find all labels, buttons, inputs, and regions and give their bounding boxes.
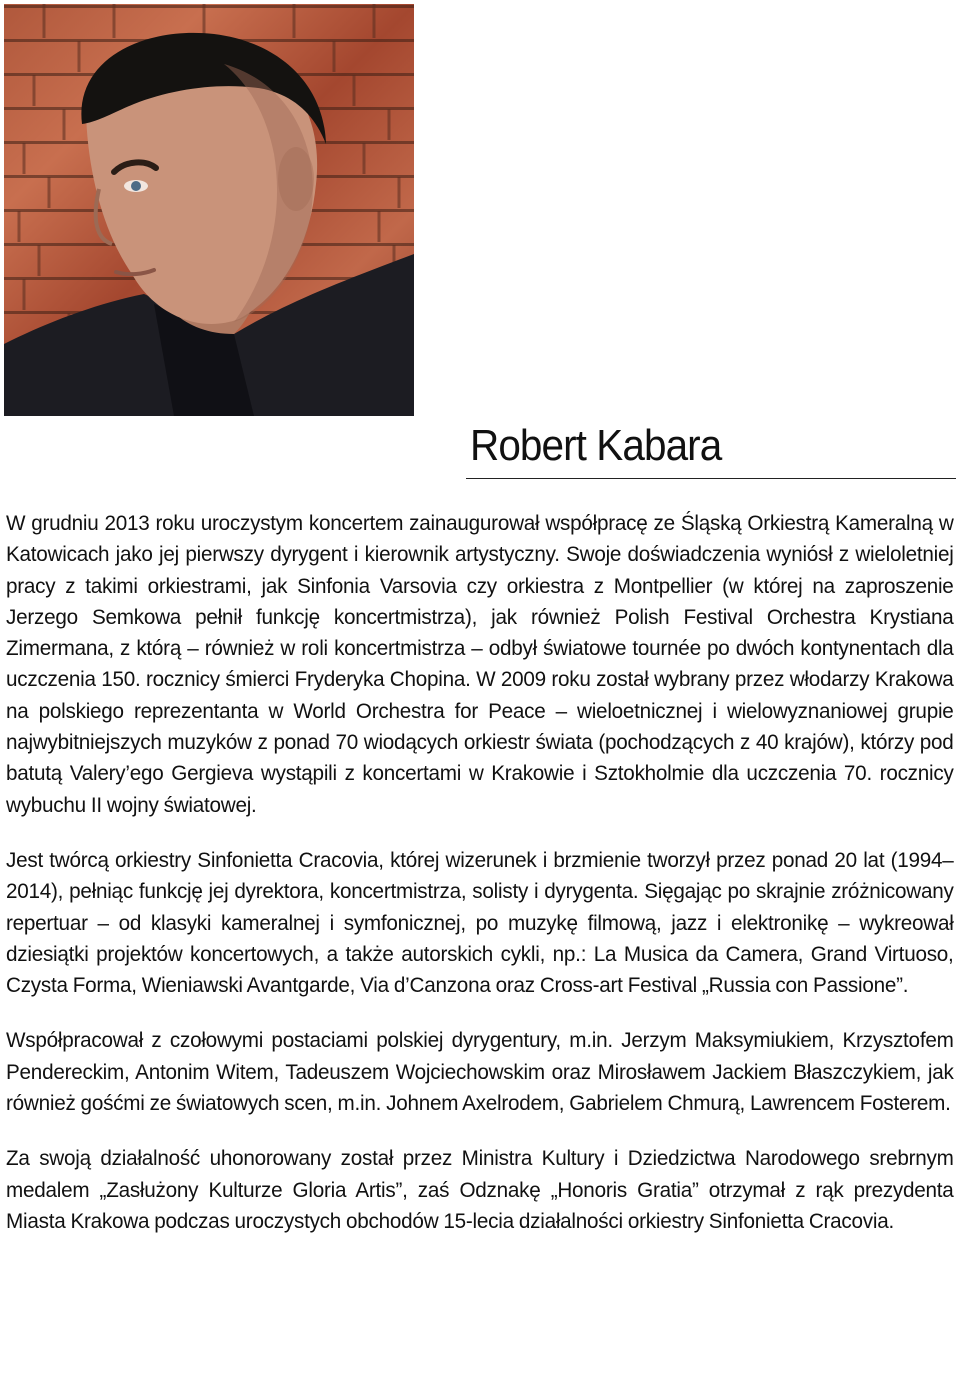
name-heading-block (466, 418, 956, 479)
portrait-illustration (4, 4, 414, 416)
bio-paragraph: Jest twórcą orkiestry Sinfonietta Cracovia, której wizerunek i brzmienie tworzył przez ponad 20 lat (1994–2014), pełniąc funkcję jej dyrektora, koncertmistrza, solisty i dyrygenta. Sięgając po skrajnie zróżnicowany repertuar – od klasyki kameralnej i symfonicznej, po muzykę filmową, jazz i elektronikę – wykreował dziesiątki projektów koncertowych, a także autorskich cykli, np.: La Musica da Camera, Grand Virtuoso, Czysta Forma, Wieniawski Avantgarde, Via d’Canzona oraz Cross-art Festival „Russia con Passione”. (6, 848, 954, 998)
bio-paragraph: Współpracował z czołowymi postaciami polskiej dyrygentury, m.in. Jerzym Maksymiukiem, Krzysztofem Pendereckim, Antonim Witem, Tadeuszem Wojciechowskim oraz Mirosławem Jackiem Błaszczykiem, jak również gośćmi ze światowych scen, m.in. Johnem Axelrodem, Gabrielem Chmurą, Lawrencem Fosterem. (6, 1029, 954, 1116)
bio-paragraph: Za swoją działalność uhonorowany został przez Ministra Kultury i Dziedzictwa Narodowego srebrnym medalem „Zasłużony Kulturze Gloria Artis”, zaś Odznakę „Honoris Gratia” otrzymał z rąk prezydenta Miasta Krakowa podczas uroczystych obchodów 15-lecia działalności orkiestry Sinfonietta Cracovia. (6, 1147, 954, 1233)
page-title: Robert Kabara (470, 421, 722, 470)
biography (6, 508, 954, 1261)
portrait-photo (4, 4, 414, 416)
bio-paragraph: W grudniu 2013 roku uroczystym koncertem zainaugurował współpracę ze Śląską Orkiestrą Kameralną w Katowicach jako jej pierwszy dyrygent i kierownik artystyczny. Swoje doświadczenia wyniósł z wieloletniej pracy z takimi orkiestrami, jak Sinfonia Varsovia czy orkiestra z Montpellier (w której na zaproszenie Jerzego Semkowa pełnił funkcję koncertmistrza), jak również Polish Festival Orchestra Krystiana Zimermana, z którą – również w roli koncertmistrza – odbył światowe tournée po dwóch kontynentach dla uczczenia 150. rocznicy śmierci Fryderyka Chopina. W 2009 roku został wybrany przez włodarzy Krakowa na polskiego reprezentanta w World Orchestra for Peace – wieloetnicznej i wielowyznaniowej grupie najwybitniejszych muzyków z ponad 70 wiodących orkiestr świata (pochodzących z 40 krajów), którzy pod batutą Valery’ego Gergieva wystąpili z koncertami w Krakowie i Sztokholmie dla uczczenia 70. rocznicy wybuchu II wojny światowej. (6, 512, 954, 817)
